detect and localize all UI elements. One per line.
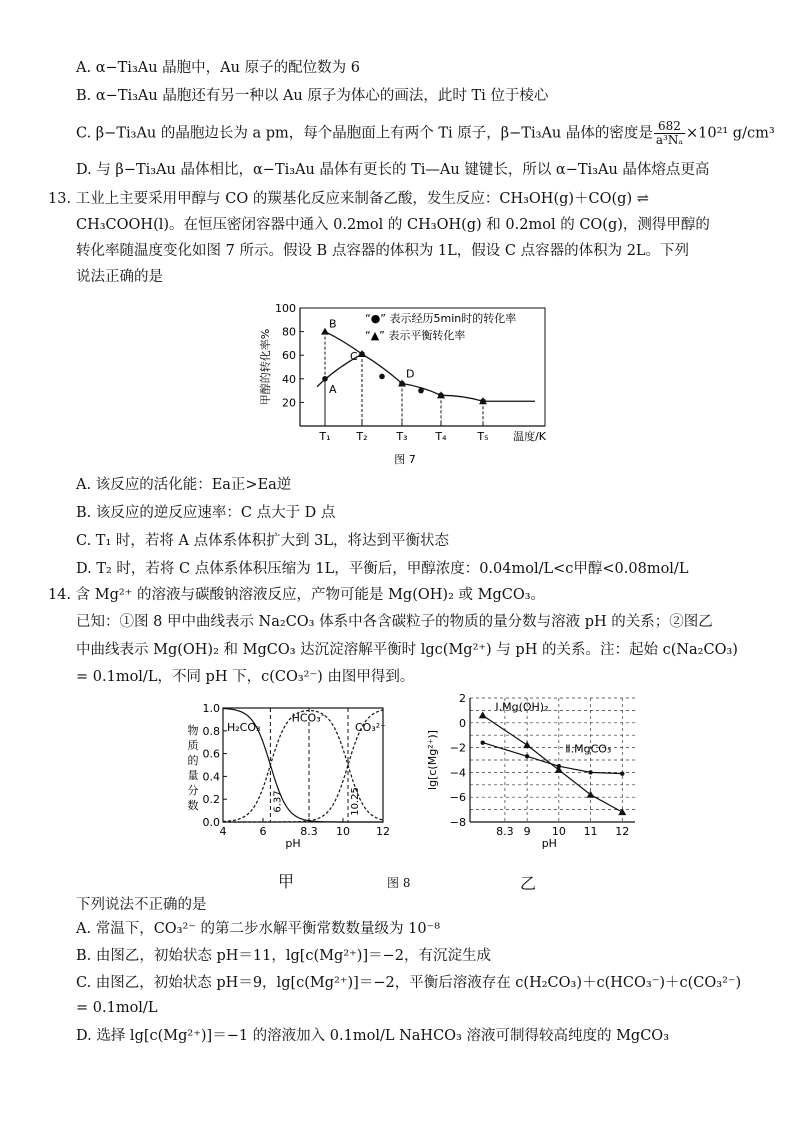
- point-label-c: C: [350, 350, 358, 364]
- q12-option-c: [76, 120, 775, 147]
- density-numerator: 682: [654, 120, 685, 134]
- y-axis-label-char: 质: [187, 739, 199, 752]
- q14-option-a: A. 常温下，CO₃²⁻ 的第二步水解平衡常数数量级为 10⁻⁸: [76, 921, 441, 937]
- y-axis-label-char: 量: [187, 769, 199, 782]
- x-tick-label: 8.3: [300, 825, 318, 838]
- mgco3-point: [480, 740, 484, 744]
- mgco3-point: [525, 754, 529, 758]
- series-label-hco3: HCO₃⁻: [291, 711, 327, 725]
- q12-option-c-unit: ×10²¹ g/cm³: [685, 125, 775, 142]
- y-axis-label: 甲醇的转化率%: [259, 328, 272, 406]
- x-tick-label: 12: [376, 825, 390, 838]
- q14-stem-line3: 中曲线表示 Mg(OH)₂ 和 MgCO₃ 达沉淀溶解平衡时 lgc(Mg²⁺) 与 pH 的关系。注：起始 c(Na₂CO₃): [76, 642, 738, 658]
- figure-label-jia: 甲: [278, 872, 295, 891]
- series-label-h2co3: H₂CO₃: [227, 720, 261, 734]
- q14-stem-line1: 14. 含 Mg²⁺ 的溶液与碳酸钠溶液反应，产物可能是 Mg(OH)₂ 或 MgCO₃。: [48, 587, 546, 603]
- y-axis-label-char: 分: [187, 784, 199, 797]
- x-tick-label: 8.3: [496, 825, 514, 838]
- series-label-co3: CO₃²⁻: [355, 720, 386, 734]
- mgoh2-point: [523, 741, 531, 748]
- y-tick-label: 60: [282, 349, 296, 363]
- y-axis-label: lg[c(Mg²⁺)]: [426, 730, 439, 790]
- legend-equilibrium: “▲” 表示平衡转化率: [365, 329, 466, 342]
- y-tick-label: −6: [449, 791, 466, 805]
- x-tick-label: T₅: [477, 430, 489, 443]
- series-label-mgoh2: Ⅰ.Mg(OH)₂: [495, 700, 549, 714]
- x-tick-label: 11: [583, 825, 598, 838]
- y-tick-label: 40: [282, 372, 296, 386]
- rate-5min-point: [418, 388, 424, 394]
- q13-stem-line1: 13. 工业上主要采用甲醇与 CO 的羰基化反应来制备乙酸，发生反应：CH₃OH(g)＋CO(g) ⇌: [48, 191, 649, 207]
- x-tick-label: 6: [259, 825, 267, 838]
- y-tick-label: −4: [449, 766, 466, 780]
- y-tick-label: 0.6: [202, 747, 220, 761]
- mgco3-point: [588, 770, 592, 774]
- figure-8-yi-chart: [420, 690, 645, 885]
- equilibrium-point: [358, 350, 366, 357]
- point-label-b: B: [329, 317, 337, 331]
- figure-8-jia-plot: [188, 702, 391, 850]
- y-tick-label: 0.2: [202, 793, 220, 807]
- y-tick-label: 1.0: [202, 702, 220, 715]
- q14-prompt: 下列说法不正确的是: [76, 897, 207, 913]
- vline-label: 10.25: [350, 787, 361, 816]
- x-tick-label: 10: [551, 825, 566, 838]
- y-tick-label: −8: [449, 816, 466, 829]
- x-tick-label: 10: [336, 825, 350, 838]
- q12-option-b: B. α−Ti₃Au 晶胞还有另一种以 Au 原子为体心的画法，此时 Ti 位于棱心: [76, 88, 549, 104]
- figure-8-yi-plot: [426, 692, 635, 850]
- y-tick-label: 20: [282, 396, 296, 410]
- series-label-mgco3: Ⅱ.MgCO₃: [565, 742, 612, 756]
- q13-option-c: C. T₁ 时，若将 A 点体系体积扩大到 3L，将达到平衡状态: [76, 533, 450, 549]
- x-tick-label: T₂: [356, 430, 368, 443]
- x-axis-label: pH: [285, 837, 301, 850]
- y-tick-label: 80: [282, 325, 296, 339]
- y-tick-label: −2: [449, 741, 466, 755]
- q13-stem-line3: 转化率随温度变化如图 7 所示。假设 B 点容器的体积为 1L，假设 C 点容器的体积为 2L。下列: [76, 243, 690, 259]
- y-axis-label-char: 数: [187, 799, 199, 812]
- equilibrium-point: [321, 328, 329, 335]
- q13-stem-line2: CH₃COOH(l)。在恒压密闭容器中通入 0.2mol 的 CH₃OH(g) 和 0.2mol 的 CO(g)，测得甲醇的: [76, 217, 710, 233]
- y-axis-label-char: 物: [187, 724, 199, 737]
- q13-option-b: B. 该反应的逆反应速率：C 点大于 D 点: [76, 505, 336, 521]
- q14-option-c-line1: C. 由图乙，初始状态 pH＝9，lg[c(Mg²⁺)]＝−2，平衡后溶液存在 c(H₂CO₃)＋c(HCO₃⁻)＋c(CO₃²⁻): [76, 975, 742, 991]
- x-tick-label: 9: [523, 825, 531, 838]
- plot-frame: [300, 308, 545, 426]
- x-tick-label: 4: [219, 825, 227, 838]
- q14-stem-line2: 已知：①图 8 甲中曲线表示 Na₂CO₃ 体系中各含碳粒子的物质的量分数与溶液 pH 的关系；②图乙: [76, 614, 713, 630]
- figure-7-plot: [258, 302, 547, 466]
- q12-option-c-text: C. β−Ti₃Au 的晶胞边长为 a pm，每个晶胞面上有两个 Ti 原子，β−Ti₃Au 晶体的密度是: [76, 125, 653, 142]
- point-label-a: A: [329, 382, 337, 396]
- q14-option-b: B. 由图乙，初始状态 pH＝11，lg[c(Mg²⁺)]＝−2，有沉淀生成: [76, 948, 491, 964]
- q14-stem-line4: = 0.1mol/L，不同 pH 下，c(CO₃²⁻) 由图甲得到。: [76, 669, 415, 685]
- rate-5min-point: [322, 376, 328, 382]
- q12-option-a: A. α−Ti₃Au 晶胞中，Au 原子的配位数为 6: [76, 60, 360, 76]
- x-axis-label: pH: [541, 837, 557, 850]
- x-tick-label: T₃: [396, 430, 408, 443]
- mgoh2-point: [479, 711, 487, 718]
- x-tick-label: T₁: [319, 430, 331, 443]
- figure-7-caption: 图 7: [394, 453, 416, 466]
- q14-option-d: D. 选择 lg[c(Mg²⁺)]＝−1 的溶液加入 0.1mol/L NaHCO₃ 溶液可制得较高纯度的 MgCO₃: [76, 1028, 670, 1044]
- density-fraction: [654, 120, 685, 147]
- density-denominator: a³Nₐ: [655, 133, 683, 147]
- x-tick-label: 12: [615, 825, 630, 838]
- q13-option-a: A. 该反应的活化能：Ea正>Ea逆: [76, 477, 292, 493]
- point-label-d: D: [406, 367, 415, 381]
- figure-8-caption: 图 8: [387, 876, 411, 890]
- legend-5min: “●” 表示经历5min时的转化率: [365, 312, 517, 325]
- y-tick-label: 0: [459, 716, 466, 730]
- mgoh2-point: [618, 808, 626, 815]
- q13-stem-line4: 说法正确的是: [76, 269, 163, 285]
- y-tick-label: 0.4: [202, 770, 220, 784]
- mgco3-point: [557, 764, 561, 768]
- y-tick-label: 0.0: [202, 816, 220, 829]
- rate-5min-point: [379, 374, 385, 380]
- q14-option-c-line2: = 0.1mol/L: [76, 1000, 158, 1016]
- mgco3-point: [620, 771, 624, 775]
- q12-option-d: D. 与 β−Ti₃Au 晶体相比，α−Ti₃Au 晶体有更长的 Ti—Au 键键长，所以 α−Ti₃Au 晶体熔点更高: [76, 162, 710, 178]
- y-axis-label-char: 的: [187, 754, 199, 767]
- y-tick-label: 2: [459, 692, 466, 705]
- x-tick-label: T₄: [435, 430, 447, 443]
- figure-7-chart: [255, 298, 555, 468]
- y-tick-label: 100: [275, 302, 296, 315]
- equilibrium-curve: [325, 332, 535, 402]
- figure-8-jia-chart: [175, 698, 400, 883]
- q13-option-d: D. T₂ 时，若将 C 点体系体积压缩为 1L，平衡后，甲醇浓度：0.04mol/L<c甲醇<0.08mol/L: [76, 561, 689, 577]
- vline-label: 6.37: [272, 790, 284, 813]
- y-tick-label: 0.8: [202, 724, 220, 738]
- figure-label-yi: 乙: [520, 874, 537, 893]
- x-axis-label: 温度/K: [513, 430, 546, 443]
